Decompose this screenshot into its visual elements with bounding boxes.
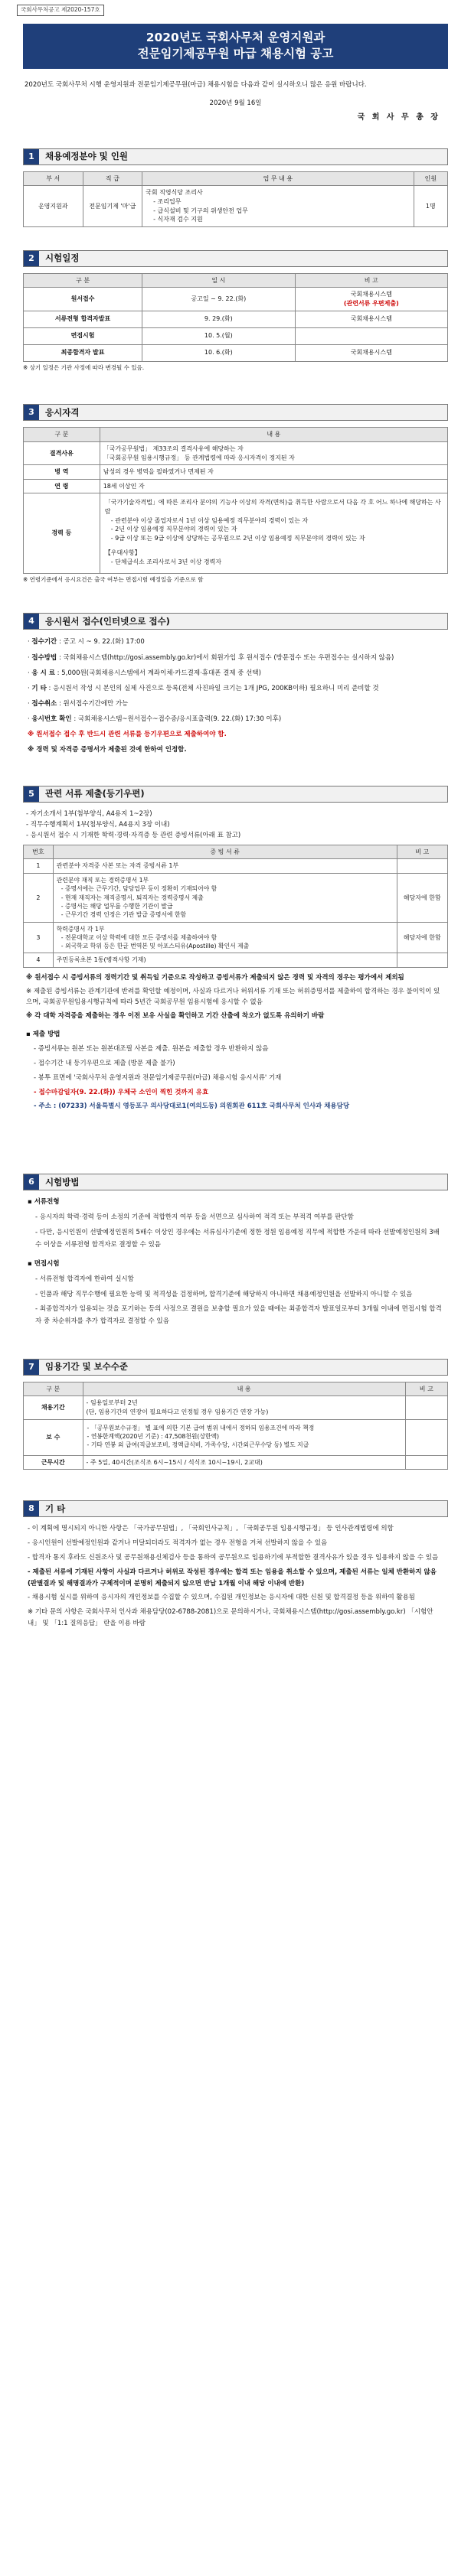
notice-date: 2020년 9월 16일: [209, 99, 262, 108]
term-label: 근무시간: [24, 1455, 83, 1470]
section-number: 2: [24, 251, 39, 266]
table-row: [24, 327, 448, 344]
doc-intro-line: - 자기소개서 1부(첨부양식, A4용지 1~2장): [26, 809, 152, 818]
section-title: 기 타: [39, 1501, 447, 1516]
table-row: [24, 344, 448, 361]
table-row: [24, 1396, 448, 1419]
term-line: (단, 임용기간의 연장이 필요하다고 인정될 경우 임용기간 연장 가능): [86, 1408, 269, 1416]
schedule-date: 10. 6.(화): [142, 344, 295, 361]
doc-line: - 외국학교 학위 등은 한글 번역본 및 아포스티유(Apostille) 확인서 제출: [61, 943, 250, 950]
col-header: 증 빙 서 류: [53, 845, 397, 859]
method-line: - 다만, 응시인원이 선발예정인원의 5배수 이상인 경우에는 서류심사기준에 정한 정원 임용예정 직무에 적합한 가운데 따라 선발예정인원의 3배수 이상을 서류전형 합격자로 결정할 수 있음: [35, 1228, 440, 1249]
schedule-note: 국회채용시스템: [295, 311, 447, 327]
qual-line: - 9급 이상 또는 9급 이상에 상당하는 공무원으로 2년 이상 임용예정 직무분야의 경력이 있는 자: [110, 534, 365, 542]
item-text: 5,000원(국회채용시스템에서 계좌이체·카드결제·휴대폰 결제 중 선택): [61, 669, 261, 677]
doc-line: - 전문대학교 이상 학력에 대한 모든 증명서를 제출하여야 함: [61, 933, 218, 941]
application-item: · 응 시 료 : 5,000원(국회채용시스템에서 계좌이체·카드결제·휴대폰 결제 중 선택): [28, 669, 261, 677]
section-header: [23, 148, 448, 165]
section-number: 6: [24, 1174, 39, 1190]
title-line-1: 2020년도 국회사무처 운영지원과: [146, 30, 325, 44]
item-label: 접수기간: [31, 638, 57, 646]
duties-cell: [142, 186, 414, 226]
submission-address: - 주소 : (07233) 서울특별시 영등포구 의사당대로1(여의도동) 의원회관 611호 국회사무처 인사과 채용담당: [34, 1102, 350, 1111]
term-content: - 주 5일, 40시간(조식조 6시~15시 / 석식조 10시~19시, 2교대): [83, 1455, 405, 1470]
col-header: 직 급: [83, 171, 142, 186]
schedule-note: [295, 288, 447, 311]
section-number: 7: [24, 1360, 39, 1375]
duty-line: 국회 직영식당 조리사: [146, 189, 203, 197]
table-row: [24, 1455, 448, 1470]
item-text: 국회채용시스템(http://gosi.assembly.go.kr)에서 회원가입 후 원서접수 (방문접수 또는 우편접수는 실시하지 않음): [63, 653, 394, 662]
schedule-label: 면접시험: [24, 327, 142, 344]
etc-line: - 제출된 서류에 기재된 사항이 사실과 다르거나 허위로 작성된 경우에는 합격 또는 임용을 취소할 수 있으며, 제출된 서류는 일체 반환하지 않음(판별결과 및 해명결과가 구체적이며 분명히 제출되지 않으면 반납 1개월 이내 해당 이내에 반환): [28, 1568, 437, 1588]
qual-label: 병 역: [24, 465, 100, 480]
method-line: - 최종합격자가 임용되는 것을 포기하는 등의 사정으로 결원을 보충할 필요가 있을 때에는 최종합격자 발표일로부터 3개월 이내에 면접시험 합격자 중 차순위자를 추가 합격자로 결정할 수 있음: [35, 1305, 442, 1326]
application-details: [23, 636, 448, 756]
col-header: 구 분: [24, 428, 100, 442]
submission-title: ▪ 제출 방법: [26, 1031, 61, 1039]
etc-contact: ※ 기타 문의 사항은 국회사무처 인사과 채용담당(02-6788-2081)으로 문의하시거나, 국회채용시스템(http://gosi.assembly.go.kr) 「시험안내」 및 「1:1 질의응답」 란을 이용 바람: [28, 1608, 433, 1628]
qual-content: [100, 493, 447, 573]
qual-label: 결격사유: [24, 442, 100, 465]
section-term: [23, 1359, 448, 1470]
item-label: 접수방법: [31, 653, 57, 662]
doc-no: 1: [24, 859, 54, 874]
table-row: [24, 479, 448, 493]
doc-line: 학력증명서 각 1부: [56, 925, 105, 933]
section-header: [23, 613, 448, 630]
qual-label: 연 령: [24, 479, 100, 493]
item-text: 공고 시 ~ 9. 22.(화) 17:00: [63, 638, 145, 646]
method-line: - 서류전형 합격자에 한하여 실시함: [35, 1275, 134, 1283]
section-number: 8: [24, 1501, 39, 1516]
section-number: 1: [24, 149, 39, 164]
item-label: 응시번호 확인: [31, 715, 72, 724]
doc-line: - 증명서에는 근무기간, 담당업무 등이 정확히 기재되어야 함: [61, 885, 218, 893]
method-line: - 응시자의 학력·경력 등이 소정의 기준에 적합한지 여부 등을 서면으로 심사하여 적격 또는 부적격 여부를 판단함: [35, 1213, 354, 1222]
col-header: 부 서: [24, 171, 83, 186]
term-note: [405, 1396, 447, 1419]
section-qualification: [23, 404, 448, 584]
count-cell: 1명: [414, 186, 447, 226]
submission-method: [23, 1029, 448, 1112]
section-recruitment: [23, 148, 448, 227]
section-header: [23, 1359, 448, 1376]
qual-content: [100, 442, 447, 465]
col-header: 내 용: [100, 428, 447, 442]
duty-line: - 급식설비 및 기구의 위생안전 업무: [153, 207, 248, 214]
section-header: [23, 404, 448, 421]
doc-note-line: ※ 각 대학 자격증을 제출하는 경우 이전 보유 사실을 확인하고 기간 산출에 착오가 없도록 유의하기 바람: [26, 1012, 325, 1021]
qualification-footnote: ※ 연령기준에서 응시요건은 출국 여부는 면접시험 예정일을 기준으로 함: [23, 575, 204, 583]
section-method: [23, 1174, 448, 1327]
col-header: 비 고: [397, 845, 447, 859]
term-line: - 임용일로부터 2년: [86, 1399, 138, 1407]
doc-note: [397, 953, 447, 968]
item-label: 응 시 료: [31, 669, 55, 677]
application-item: · 기 타 : 응시원서 작성 시 본인의 실제 사진으로 등록(전체 사진파일 크기는 1개 JPG, 200KB이하) 필요하니 미리 준비할 것: [28, 684, 379, 692]
section-header: [23, 250, 448, 267]
table-row: [24, 953, 448, 968]
col-header: 내 용: [83, 1382, 405, 1396]
schedule-date: 공고일 ~ 9. 22.(화): [142, 288, 295, 311]
item-text: 응시원서 작성 시 본인의 실제 사진으로 등록(전체 사진파일 크기는 1개 JPG, 200KB이하) 필요하니 미리 준비할 것: [53, 684, 379, 692]
method-title: ▪ 면접시험: [28, 1260, 60, 1268]
section-title: 응시자격: [39, 405, 447, 420]
doc-desc: [53, 874, 397, 922]
duty-line: - 식자재 검수 지원: [153, 216, 203, 223]
submission-line: - 증빙서류는 원본 또는 원본대조필 사본을 제출. 원본을 제출할 경우 반환하지 않음: [34, 1044, 269, 1053]
application-item: · 접수취소 : 원서접수기간에만 가능: [28, 700, 129, 708]
term-table: [23, 1382, 448, 1470]
qual-content: 남성의 경우 병역을 필하였거나 면제된 자: [100, 465, 447, 480]
doc-desc: 주민등록초본 1통(병적사항 기재): [53, 953, 397, 968]
etc-line: - 합격자 통지 후라도 신원조사 및 공무원채용신체검사 등을 통하여 공무원으로 임용하기에 부적합한 결격사유가 있을 경우 임용하지 않을 수 있음: [28, 1553, 439, 1562]
etc-line: - 이 계획에 명시되지 아니한 사항은 「국가공무원법」, 「국회인사규칙」, 「국회공무원 임용시행규정」 등 인사관계법령에 의함: [28, 1525, 394, 1533]
recruitment-table: [23, 171, 448, 227]
section-documents: [23, 786, 448, 1113]
duty-line: - 조리업무: [153, 198, 182, 206]
rank-cell: 전문임기제 '마'급: [83, 186, 142, 226]
qual-label: 경력 등: [24, 493, 100, 573]
col-header: 번호: [24, 845, 54, 859]
col-header: 업 무 내 용: [142, 171, 414, 186]
doc-note: 해당자에 한함: [397, 874, 447, 922]
section-number: 4: [24, 614, 39, 629]
application-warning: ※ 원서접수 접수 후 반드시 관련 서류를 등기우편으로 제출하여야 함.: [28, 731, 227, 739]
section-header: [23, 1174, 448, 1190]
notice-number: 국회사무처공고 제2020-157호: [17, 5, 104, 16]
term-label: 보 수: [24, 1419, 83, 1455]
schedule-note: [295, 327, 447, 344]
section-title: 채용예정분야 및 인원: [39, 149, 447, 164]
section-etc: [23, 1500, 448, 1630]
col-header: 비 고: [405, 1382, 447, 1396]
section-number: 3: [24, 405, 39, 420]
col-header: 인원: [414, 171, 447, 186]
doc-desc: [53, 922, 397, 953]
table-row: [24, 442, 448, 465]
table-row: [24, 1419, 448, 1455]
doc-intro-line: - 직무수행계획서 1부(첨부양식, A4용지 3장 이내): [26, 821, 170, 829]
doc-intro-line: - 응시원서 접수 시 기재한 학력·경력·자격증 등 관련 증빙서류(아래 표 참고): [26, 832, 241, 840]
dept-cell: 운영지원과: [24, 186, 83, 226]
title-banner: [23, 24, 448, 69]
doc-note: [397, 859, 447, 874]
table-row: [24, 311, 448, 327]
doc-no: 3: [24, 922, 54, 953]
documents-intro: [23, 809, 448, 842]
section-title: 관련 서류 제출(등기우편): [39, 786, 447, 802]
schedule-date: 10. 5.(월): [142, 327, 295, 344]
schedule-table: [23, 273, 448, 362]
section-number: 5: [24, 786, 39, 802]
doc-line: - 증명서는 해당 업무를 수행한 기관이 발급: [61, 902, 173, 910]
term-label: 채용기간: [24, 1396, 83, 1419]
qualification-table: [23, 427, 448, 573]
schedule-note: 국회채용시스템: [295, 344, 447, 361]
submission-line: - 봉투 표면에 '국회사무처 운영지원과 전문임기제공무원(마급) 채용시험 응시서류' 기재: [34, 1073, 282, 1082]
submission-deadline: - 접수마감일자(9. 22.(화)) 우체국 소인이 찍힌 것까지 유효: [34, 1088, 209, 1096]
doc-line: - 현재 재직자는 재직증명서, 퇴직자는 경력증명서 제출: [61, 894, 204, 901]
term-note: [405, 1419, 447, 1455]
section-header: [23, 786, 448, 803]
doc-no: 4: [24, 953, 54, 968]
schedule-label: 원서접수: [24, 288, 142, 311]
qual-line: - 2년 이상 임용예정 직무분야의 경력이 있는 자: [110, 526, 237, 533]
documents-table: [23, 845, 448, 968]
item-label: 접수취소: [31, 700, 57, 708]
table-row: [24, 859, 448, 874]
qual-content: 18세 이상인 자: [100, 479, 447, 493]
doc-line: 관련분야 재직 또는 경력증명서 1부: [56, 877, 149, 884]
method-line: - 인품과 해당 직무수행에 필요한 능력 및 적격성을 검정하며, 합격기준에 해당하지 아니하면 채용예정인원을 선발하지 아니할 수 있음: [35, 1290, 413, 1298]
application-warning: ※ 경력 및 자격증 증명서가 제출된 것에 한하여 인정함.: [28, 746, 187, 754]
section-title: 시험일정: [39, 251, 447, 266]
col-header: 일 시: [142, 273, 295, 288]
section-title: 임용기간 및 보수수준: [39, 1360, 447, 1375]
application-item: · 접수방법 : 국회채용시스템(http://gosi.assembly.go.kr)에서 회원가입 후 원서접수 (방문접수 또는 우편접수는 실시하지 않음): [28, 653, 394, 662]
doc-line: - 근무기간 경력 인정은 기관 발급 증명서에 한함: [61, 911, 187, 919]
table-row: [24, 186, 448, 226]
doc-desc: 관련분야 자격증 사본 또는 자격 증빙서류 1부: [53, 859, 397, 874]
item-text: 국회채용시스템~원서접수~접수증/응시표출력(9. 22.(화) 17:30 이후): [77, 715, 282, 724]
application-item: · 응시번호 확인 : 국회채용시스템~원서접수~접수증/응시표출력(9. 22.(화) 17:30 이후): [28, 715, 282, 724]
item-text: 원서접수기간에만 가능: [63, 700, 129, 708]
etc-details: [23, 1523, 448, 1630]
col-header: 비 고: [295, 273, 447, 288]
application-item: · 접수기간 : 공고 시 ~ 9. 22.(화) 17:00: [28, 638, 145, 646]
schedule-label: 서류전형 합격자발표: [24, 311, 142, 327]
issuing-organization: 국 회 사 무 총 장: [357, 113, 440, 122]
section-schedule: [23, 250, 448, 373]
col-header: 구 분: [24, 273, 142, 288]
doc-note-line: ※ 원서접수 시 증빙서류의 경력기간 및 취득일 기준으로 작성하고 증빙서류가 제출되지 않은 경력 및 자격의 경우는 평가에서 제외됨: [26, 974, 404, 982]
method-details: [23, 1197, 448, 1327]
section-title: 시험방법: [39, 1174, 447, 1190]
table-row: [24, 922, 448, 953]
term-note: [405, 1455, 447, 1470]
qual-line: - 관련분야 이상 졸업자로서 1년 이상 임용예정 직무분야의 경력이 있는 자: [110, 516, 309, 524]
table-row: [24, 493, 448, 573]
qual-pref-label: 【우대사항】: [104, 549, 141, 557]
term-line: - 「공무원보수규정」 별 표에 의한 기본 급여 범위 내에서 정하되 임용조건에 따라 책정: [87, 1424, 315, 1431]
etc-line: - 응시인원이 선발예정인원과 같거나 미달되더라도 적격자가 없는 경우 전형을 거쳐 선발하지 않을 수 있음: [28, 1539, 328, 1547]
submission-line: - 접수기간 내 등기우편으로 제출 (방문 제출 불가): [34, 1059, 175, 1067]
term-content: [83, 1396, 405, 1419]
term-content: [83, 1419, 405, 1455]
documents-notes: [23, 972, 448, 1021]
schedule-label: 최종합격자 발표: [24, 344, 142, 361]
note-highlight: (관련서류 우편제출): [343, 299, 399, 307]
item-label: 기 타: [31, 684, 47, 692]
qual-pref: - 단체급식소 조리사로서 3년 이상 경력자: [110, 558, 222, 565]
qual-line: 「국가기술자격법」에 따른 조리사 분야의 기능사 이상의 자격(면허)을 취득한 사람으로서 다음 각 호 어느 하나에 해당하는 사람: [104, 499, 441, 516]
section-header: [23, 1500, 448, 1517]
term-line: - 연봉한계액(2020년 기준) : 47,508천원(상한액): [87, 1432, 220, 1440]
etc-line: - 채용시험 실시를 위하여 응시자의 개인정보를 수집할 수 있으며, 수집된 개인정보는 응시자에 대한 신원 및 합격결정 등을 위하여 활용됨: [28, 1594, 416, 1602]
doc-no: 2: [24, 874, 54, 922]
method-title: ▪ 서류전형: [28, 1198, 60, 1207]
note-line: 국회채용시스템: [350, 291, 392, 298]
qual-line: 「국가공무원법」 제33조의 결격사유에 해당하는 자: [103, 445, 244, 453]
qual-line: 「국회공무원 임용시행규정」 등 관계법령에 따라 응시자격이 정지된 자: [103, 454, 295, 461]
term-line: - 기타 연봉 외 급여(직급보조비, 정액급식비, 가족수당, 시간외근무수당 등) 별도 지급: [87, 1441, 309, 1449]
doc-note-line: ※ 제출된 증빙서류는 관계기관에 반려를 확인할 예정이며, 사실과 다르거나 허위서류 기재 또는 허위증명서를 제출하여 합격하는 경우 불이익이 있으며, 국회공무원임용시행규칙에 따라 5년간 국회공무원 임용시험에 응시할 수 없음: [26, 988, 440, 1007]
col-header: 구 분: [24, 1382, 83, 1396]
table-row: [24, 874, 448, 922]
section-application: [23, 613, 448, 756]
title-line-2: 전문임기제공무원 마급 채용시험 공고: [137, 46, 334, 60]
doc-note: 해당자에 한함: [397, 922, 447, 953]
schedule-footnote: ※ 상기 일정은 기관 사정에 따라 변경될 수 있음.: [23, 363, 145, 371]
schedule-date: 9. 29.(화): [142, 311, 295, 327]
section-title: 응시원서 접수(인터넷으로 접수): [39, 614, 447, 629]
table-row: [24, 465, 448, 480]
intro-text: 2020년도 국회사무처 시행 운영지원과 전문임기제공무원(마급) 채용시험을 다음과 같이 실시하오니 많은 응원 바랍니다.: [25, 80, 367, 89]
table-row: [24, 288, 448, 311]
